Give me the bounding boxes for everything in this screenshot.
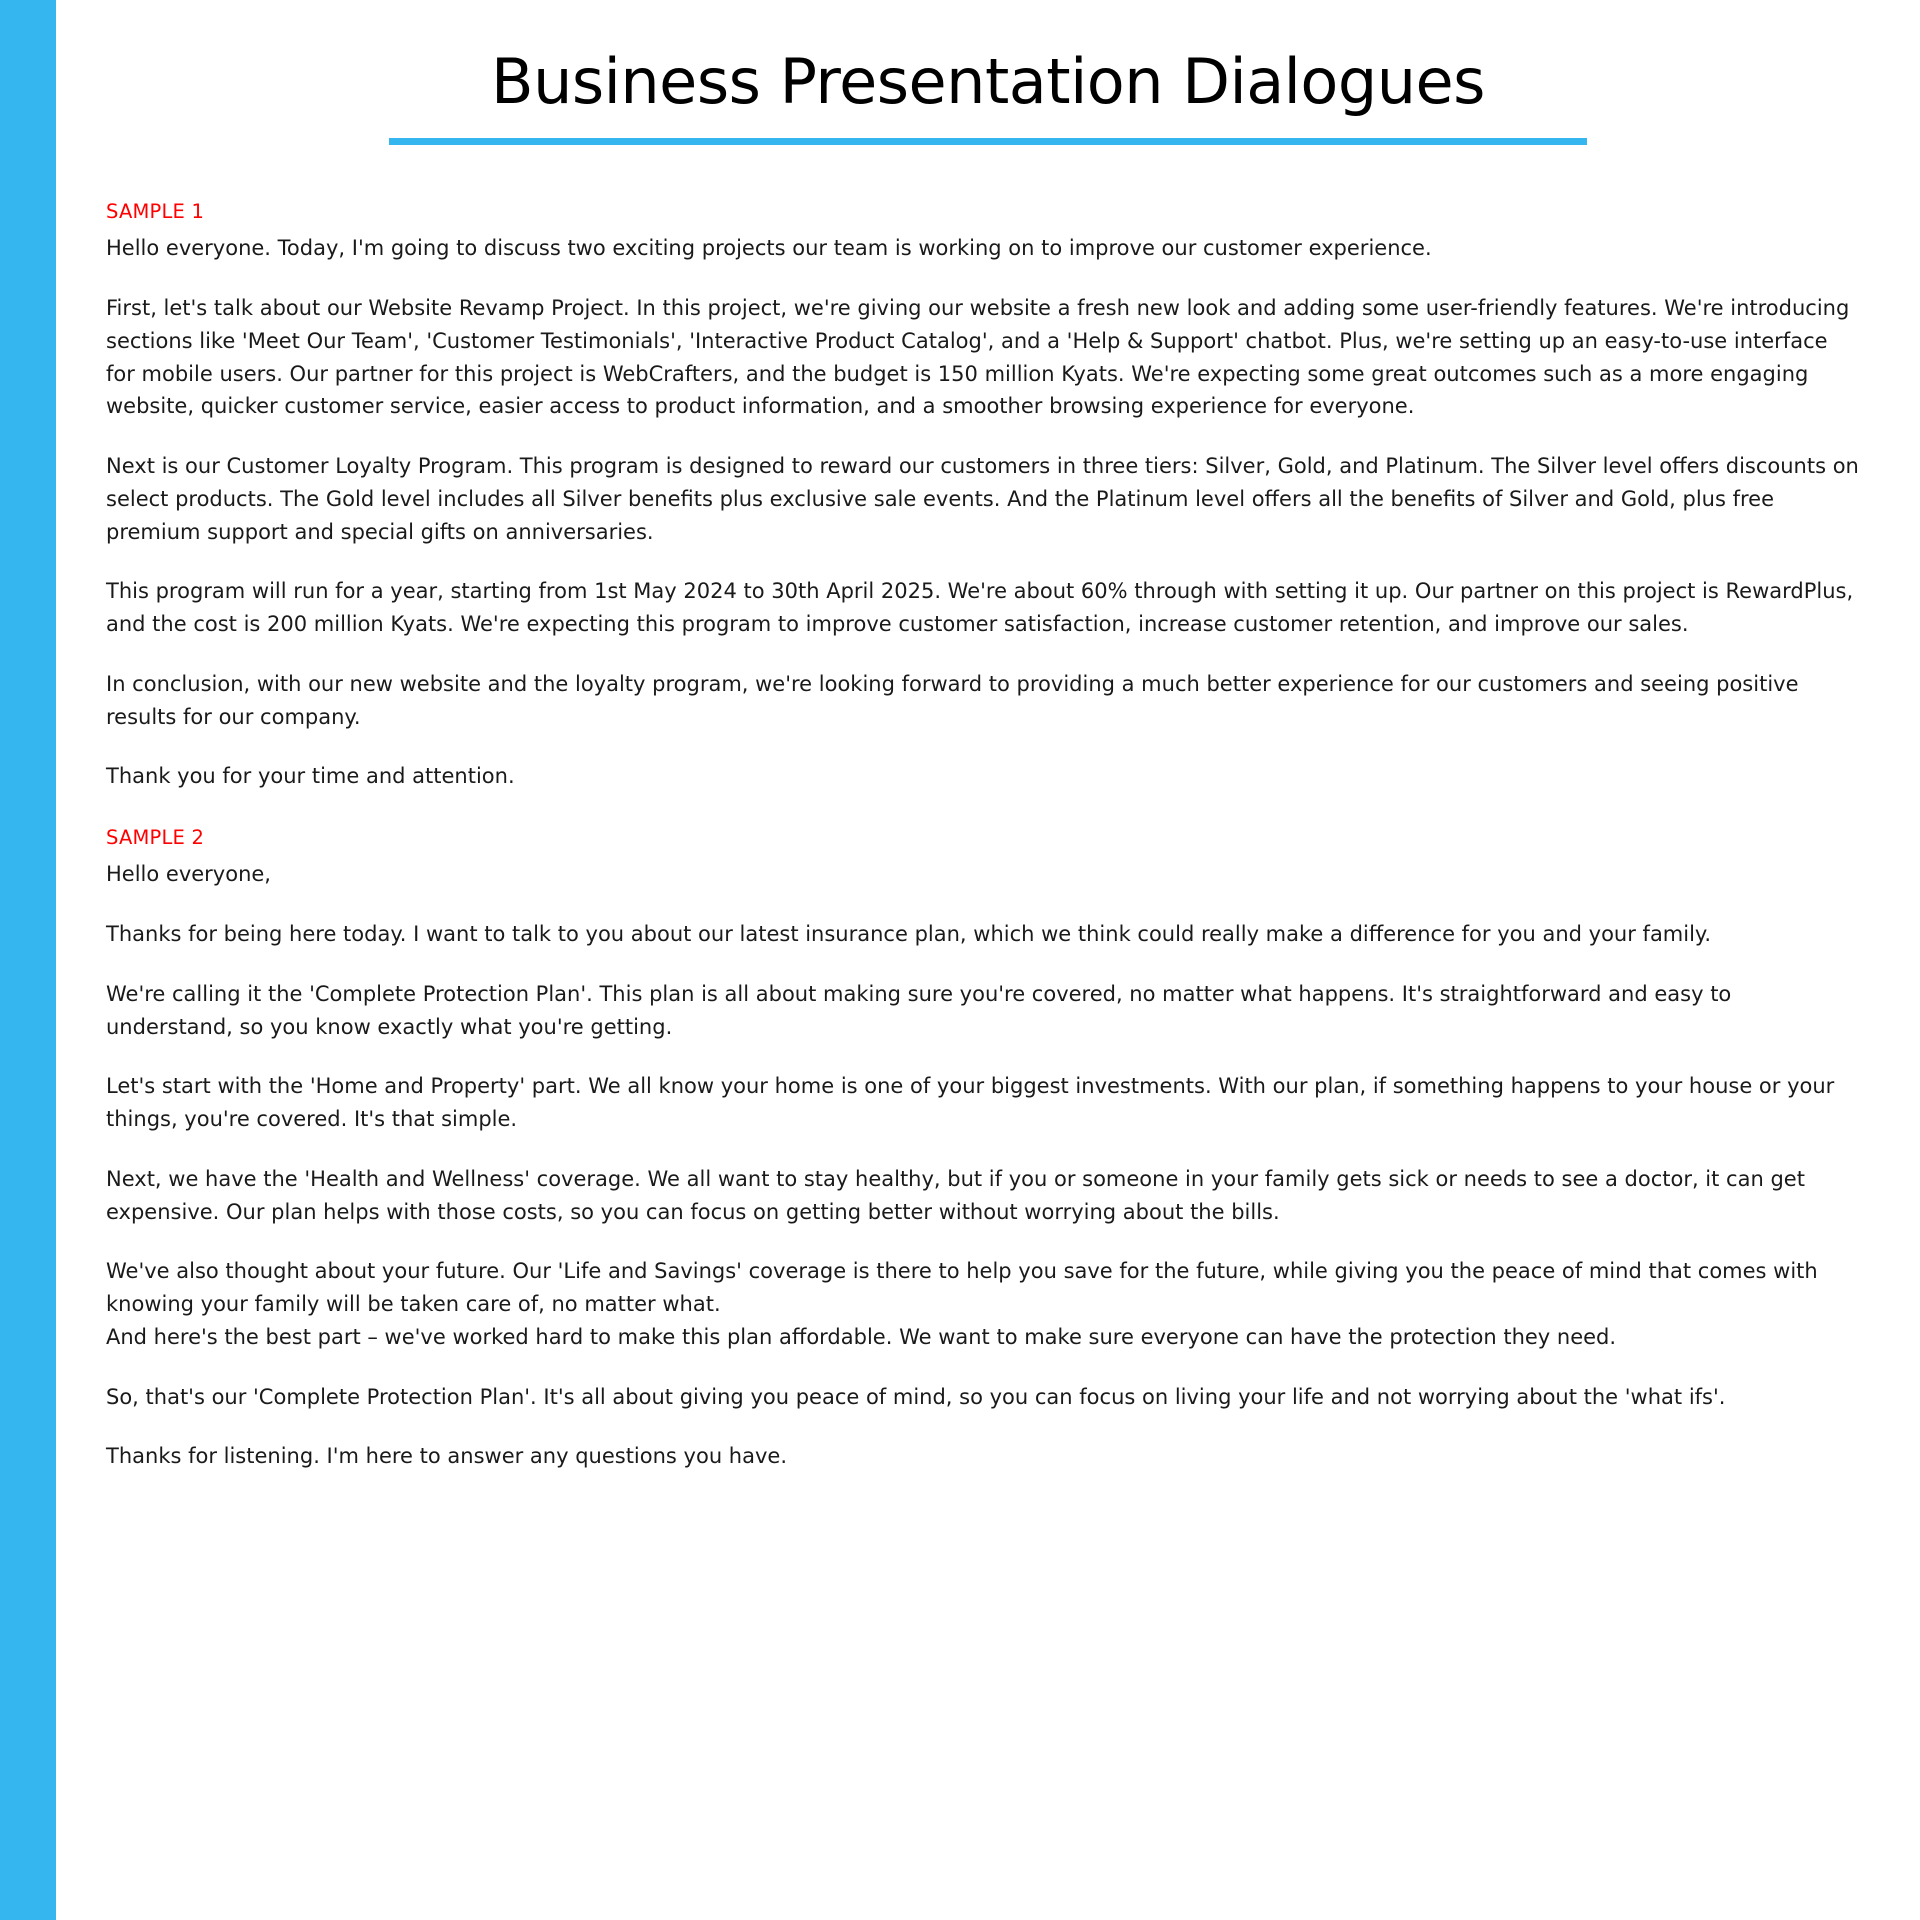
sample-1-paragraph-5: In conclusion, with our new website and the loyalty program, we're looking forward to providing a much better experience for our customers and seeing positive results for our company. bbox=[106, 671, 1799, 729]
sample-2-paragraph-2: Thanks for being here today. I want to talk to you about our latest insurance plan, which we think could really make a difference for you and your family. bbox=[106, 922, 1712, 947]
sample-2-paragraph-7: And here's the best part – we've worked hard to make this plan affordable. We want to make sure everyone can have the protection they need. bbox=[106, 1324, 1617, 1349]
sample-1-paragraph-2: First, let's talk about our Website Revamp Project. In this project, we're giving our website a fresh new look and adding some user-friendly features. We're introducing sections like 'Meet Our Team', 'Customer Testimonials', 'Interactive Product Catalog', and a 'Help & Support' chatbot. Plus, we're setting up an easy-to-use interface for mobile users. Our partner for this project is WebCrafters, and the budget is 150 million Kyats. We're expecting some great outcomes such as a more engaging website, quicker customer service, easier access to product information, and a smoother browsing experience for everyone. bbox=[106, 296, 1850, 419]
sample-1-paragraph-1: Hello everyone. Today, I'm going to discuss two exciting projects our team is working on to improve our customer experience. bbox=[106, 236, 1432, 261]
sample-2-paragraph-1: Hello everyone, bbox=[106, 862, 271, 887]
sample-1-paragraph-3: Next is our Customer Loyalty Program. This program is designed to reward our customers in three tiers: Silver, Gold, and Platinum. The Silver level offers discounts on select products. The Gold level includes all Silver benefits plus exclusive sale events. And the Platinum level offers all the benefits of Silver and Gold, plus free premium support and special gifts on anniversaries. bbox=[106, 454, 1859, 544]
title-block bbox=[56, 0, 1920, 145]
sample-section-2 bbox=[106, 823, 1860, 1473]
sample-1-paragraph-4: This program will run for a year, starting from 1st May 2024 to 30th April 2025. We're about 60% through with setting it up. Our partner on this project is RewardPlus, and the cost is 200 million Kyats. We're expecting this program to improve customer satisfaction, increase customer retention, and improve our sales. bbox=[106, 579, 1854, 637]
body-area bbox=[56, 197, 1920, 1473]
sample-2-paragraph-6: We've also thought about your future. Our 'Life and Savings' coverage is there to help you save for the future, while giving you the peace of mind that comes with knowing your family will be taken care of, no matter what. bbox=[106, 1259, 1818, 1317]
sample-1-paragraph-6: Thank you for your time and attention. bbox=[106, 764, 515, 789]
sample-2-paragraph-9: Thanks for listening. I'm here to answer any questions you have. bbox=[106, 1444, 788, 1469]
title-underline bbox=[389, 138, 1587, 145]
left-accent-bar bbox=[0, 0, 56, 1920]
sample-section-1 bbox=[106, 197, 1860, 793]
sample-2-paragraph-5: Next, we have the 'Health and Wellness' coverage. We all want to stay healthy, but if you or someone in your family gets sick or needs to see a doctor, it can get expensive. Our plan helps with those costs, so you can focus on getting better without worrying about the bills. bbox=[106, 1166, 1805, 1224]
sample-2-paragraph-3: We're calling it the 'Complete Protection Plan'. This plan is all about making sure you're covered, no matter what happens. It's straightforward and easy to understand, so you know exactly what you're getting. bbox=[106, 981, 1732, 1039]
document-content bbox=[56, 0, 1920, 1500]
sample-2-heading: SAMPLE 2 bbox=[106, 826, 205, 850]
page-title: Business Presentation Dialogues bbox=[491, 45, 1485, 118]
sample-1-heading: SAMPLE 1 bbox=[106, 200, 205, 224]
sample-2-paragraph-8: So, that's our 'Complete Protection Plan'. It's all about giving you peace of mind, so you can focus on living your life and not worrying about the 'what ifs'. bbox=[106, 1384, 1726, 1409]
sample-2-paragraph-4: Let's start with the 'Home and Property' part. We all know your home is one of your biggest investments. With our plan, if something happens to your house or your things, you're covered. It's that simple. bbox=[106, 1074, 1835, 1132]
